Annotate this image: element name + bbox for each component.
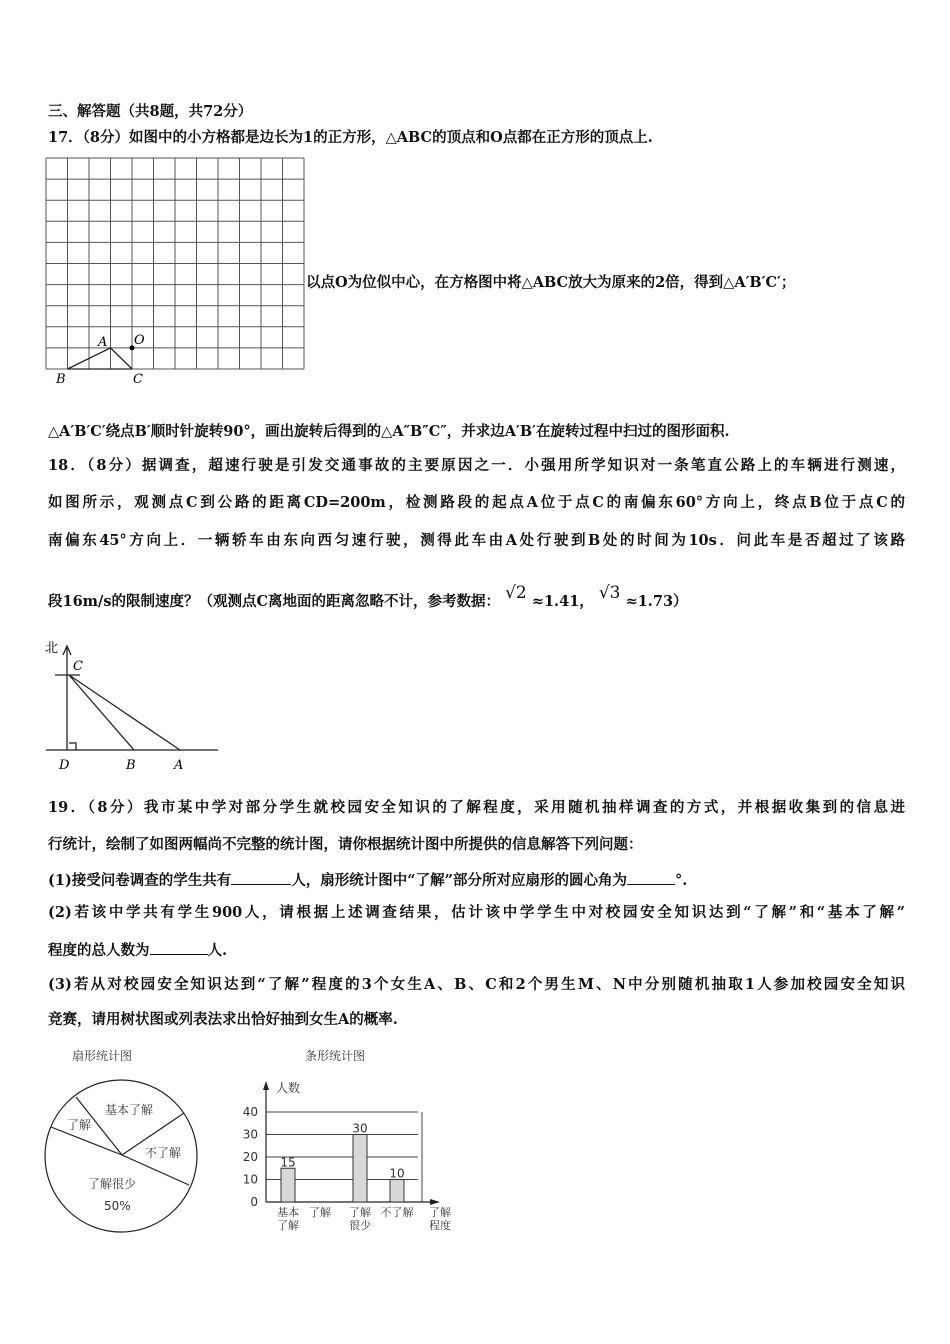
y-tick-label: 0 [250, 1195, 258, 1209]
bar-chart [243, 1081, 451, 1232]
q19-part1-text: (1)接受问卷调查的学生共有 [48, 872, 232, 889]
pie-title: 扇形统计图 [72, 1049, 133, 1063]
bar-title: 条形统计图 [305, 1049, 366, 1063]
q17-line2: 以点O为位似中心，在方格图中将△ABC放大为原来的2倍，得到△A′B′C′； [306, 274, 796, 291]
answer-blank [627, 870, 675, 885]
x-tick-label: 不了解 [380, 1206, 414, 1219]
approx1: ≈1.41， [531, 593, 594, 610]
q19-line2: 行统计，绘制了如图两幅尚不完整的统计图，请你根据统计图中所提供的信息解答下列问题： [48, 836, 643, 853]
q19-part1-text: °. [675, 872, 688, 889]
q19-part2-text: 程度的总人数为 [48, 942, 150, 959]
pie-label-liaojiehenshao: 了解很少 [88, 1177, 137, 1191]
pie-label-jibenliaojie: 基本了解 [105, 1103, 154, 1117]
y-tick-label: 10 [242, 1172, 258, 1187]
answer-blank [150, 940, 208, 955]
pie-label-liaojie: 了解 [67, 1118, 92, 1132]
bar-value-label: 30 [352, 1121, 368, 1136]
approx2: ≈1.73） [625, 593, 688, 610]
q19-line1: 19．（8分）我市某中学对部分学生就校园安全知识的了解程度，采用随机抽样调查的方式，并根据收集到的信息进 [48, 799, 905, 816]
sqrt2-symbol: √2 [505, 583, 527, 603]
q19-line3 [48, 870, 687, 891]
section-title: 三、解答题（共8题，共72分） [48, 103, 253, 120]
bar-ylabel: 人数 [276, 1081, 301, 1095]
q19-line5 [48, 940, 227, 961]
q19-part1-text: 人，扇形统计图中“了解”部分所对应扇形的圆心角为 [291, 872, 627, 889]
y-tick-label: 40 [242, 1105, 258, 1119]
q18-direction-figure [46, 646, 218, 750]
y-tick-label: 30 [242, 1127, 258, 1142]
q18-line4 [48, 583, 688, 612]
label-A: A [174, 758, 184, 773]
label-C: C [133, 372, 143, 387]
answer-blank [231, 870, 291, 885]
pie-label-buliaojie: 不了解 [145, 1146, 182, 1160]
q19-line7: 竞赛，请用树状图或列表法求出恰好抽到女生A的概率. [48, 1011, 398, 1028]
bar-不了解 [390, 1180, 404, 1203]
q19-part2-text: 人. [207, 942, 228, 959]
label-B: B [126, 758, 136, 773]
x-axis-label: 程度 [429, 1219, 451, 1232]
label-D: D [59, 758, 70, 773]
q18-line3: 南偏东45°方向上．一辆轿车由东向西匀速行驶，测得此车由A处行驶到B处的时间为10s．问此车是否超过了该路 [48, 532, 905, 549]
label-C: C [73, 659, 83, 674]
bar-value-label: 15 [280, 1155, 296, 1170]
x-tick-label: 基本 [277, 1206, 299, 1219]
q17-line3: △A′B′C′绕点B′顺时针旋转90°，画出旋转后得到的△A″B″C″，并求边A′B′在旋转过程中扫过的图形面积. [48, 423, 730, 440]
x-tick-label: 了解 [277, 1219, 299, 1232]
label-O: O [134, 333, 145, 348]
pie-percent-label: 50% [104, 1199, 131, 1213]
north-label: 北 [45, 641, 59, 656]
q18-line1: 18．（8分）据调查，超速行驶是引发交通事故的主要原因之一．小强用所学知识对一条笔直公路上的车辆进行测速， [48, 457, 905, 474]
q19-line4: (2)若该中学共有学生900人，请根据上述调查结果，估计该中学学生中对校园安全知识达到“了解”和“基本了解” [48, 904, 905, 921]
x-tick-label: 很少 [349, 1219, 371, 1232]
x-axis-arrow [430, 1199, 440, 1205]
bar-value-label: 10 [389, 1166, 405, 1181]
q18-line4-text: 段16m/s的限制速度？（观测点C离地面的距离忽略不计，参考数据： [48, 593, 501, 610]
y-axis-arrow [263, 1081, 269, 1090]
sqrt3-symbol: √3 [598, 583, 621, 603]
triangle-abc [68, 348, 133, 369]
q17-grid-figure [46, 158, 304, 369]
q19-line6: (3)若从对校园安全知识达到“了解”程度的3个女生A、B、C和2个男生M、N中分别随机抽取1人参加校园安全知识 [48, 976, 905, 993]
label-B: B [56, 372, 66, 387]
x-tick-label: 了解 [349, 1206, 371, 1219]
bar-了解很少 [353, 1135, 367, 1203]
x-tick-label: 了解 [309, 1206, 331, 1219]
bar-基本了解 [281, 1168, 295, 1202]
y-tick-label: 20 [242, 1150, 258, 1164]
x-axis-label: 了解 [429, 1206, 451, 1219]
label-A: A [98, 335, 108, 350]
q17-line1: 17．（8分）如图中的小方格都是边长为1的正方形，△ABC的顶点和O点都在正方形的顶点上. [48, 129, 653, 146]
q18-line2: 如图所示，观测点C到公路的距离CD=200m，检测路段的起点A位于点C的南偏东60°方向上，终点B位于点C的 [48, 494, 905, 511]
